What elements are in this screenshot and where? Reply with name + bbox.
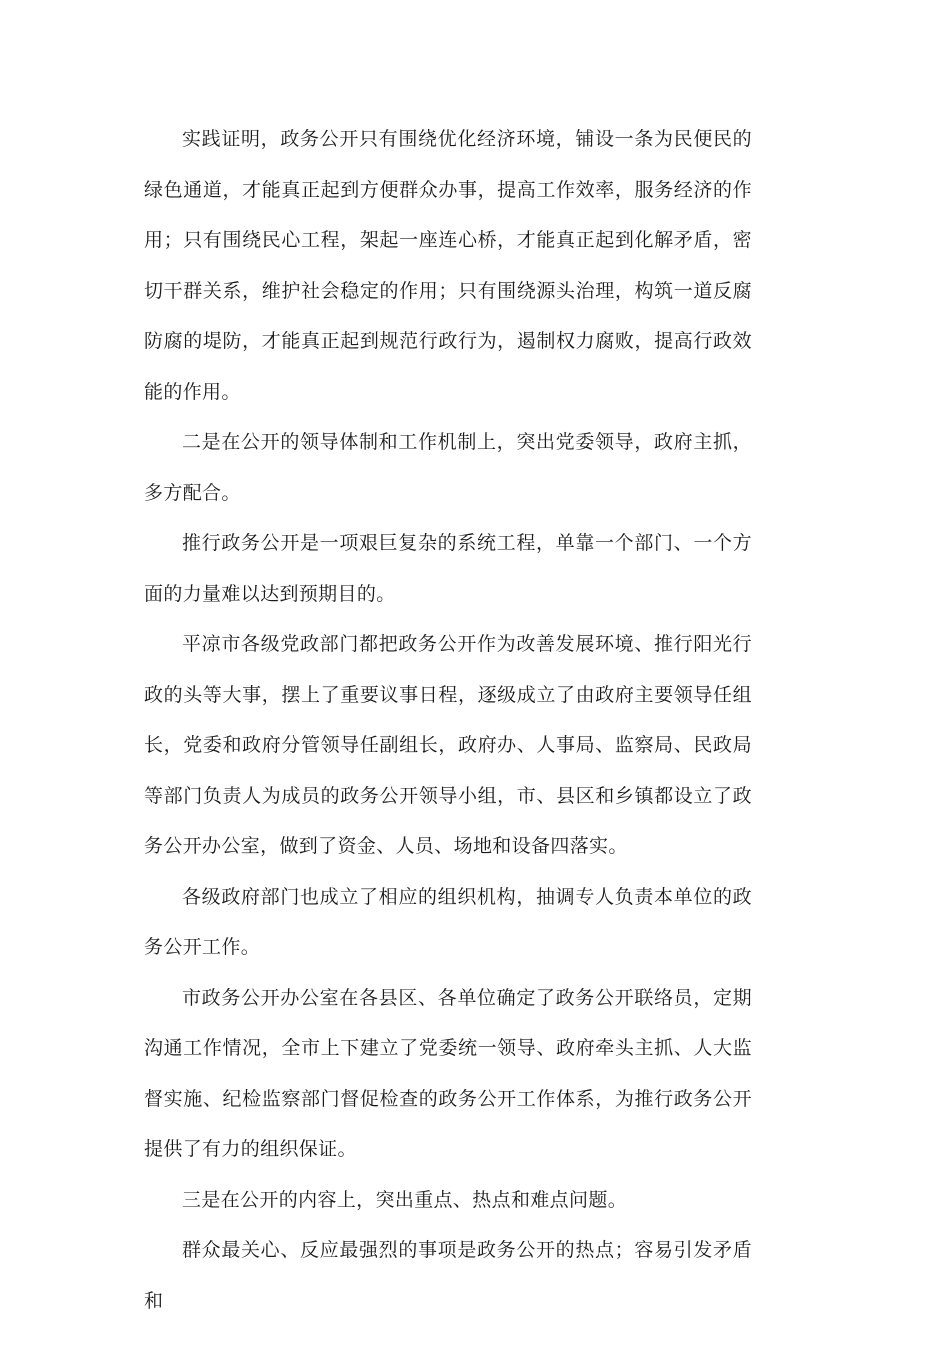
paragraph-6: 市政务公开办公室在各县区、各单位确定了政务公开联络员，定期沟通工作情况，全市上下建立了党委统一领导、政府牵头主抓、人大监督实施、纪检监察部门督促检查的政务公开工作体系，为推行政务公开提供了有力的组织保证。: [144, 986, 752, 1160]
paragraph-8: 群众最关心、反应最强烈的事项是政务公开的热点；容易引发矛盾和: [144, 1239, 752, 1312]
paragraph-7: 三是在公开的内容上，突出重点、热点和难点问题。: [182, 1188, 628, 1211]
paragraph-2: 二是在公开的领导体制和工作机制上，突出党委领导，政府主抓，多方配合。: [144, 431, 752, 504]
paragraph-4: 平凉市各级党政部门都把政务公开作为改善发展环境、推行阳光行政的头等大事，摆上了重要议事日程，逐级成立了由政府主要领导任组长，党委和政府分管领导任副组长，政府办、人事局、监察局、民政局等部门负责人为成员的政务公开领导小组，市、县区和乡镇都设立了政务公开办公室，做到了资金、人员、场地和设备四落实。: [144, 633, 752, 857]
document-body: [144, 114, 752, 1326]
paragraph-5: 各级政府部门也成立了相应的组织机构，抽调专人负责本单位的政务公开工作。: [144, 885, 752, 958]
paragraph-3: 推行政务公开是一项艰巨复杂的系统工程，单靠一个部门、一个方面的力量难以达到预期目的。: [144, 532, 752, 605]
paragraph-1: 实践证明，政务公开只有围绕优化经济环境，铺设一条为民便民的绿色通道，才能真正起到方便群众办事，提高工作效率，服务经济的作用；只有围绕民心工程，架起一座连心桥，才能真正起到化解矛盾，密切干群关系，维护社会稳定的作用；只有围绕源头治理，构筑一道反腐防腐的堤防，才能真正起到规范行政行为，遏制权力腐败，提高行政效能的作用。: [144, 128, 752, 403]
